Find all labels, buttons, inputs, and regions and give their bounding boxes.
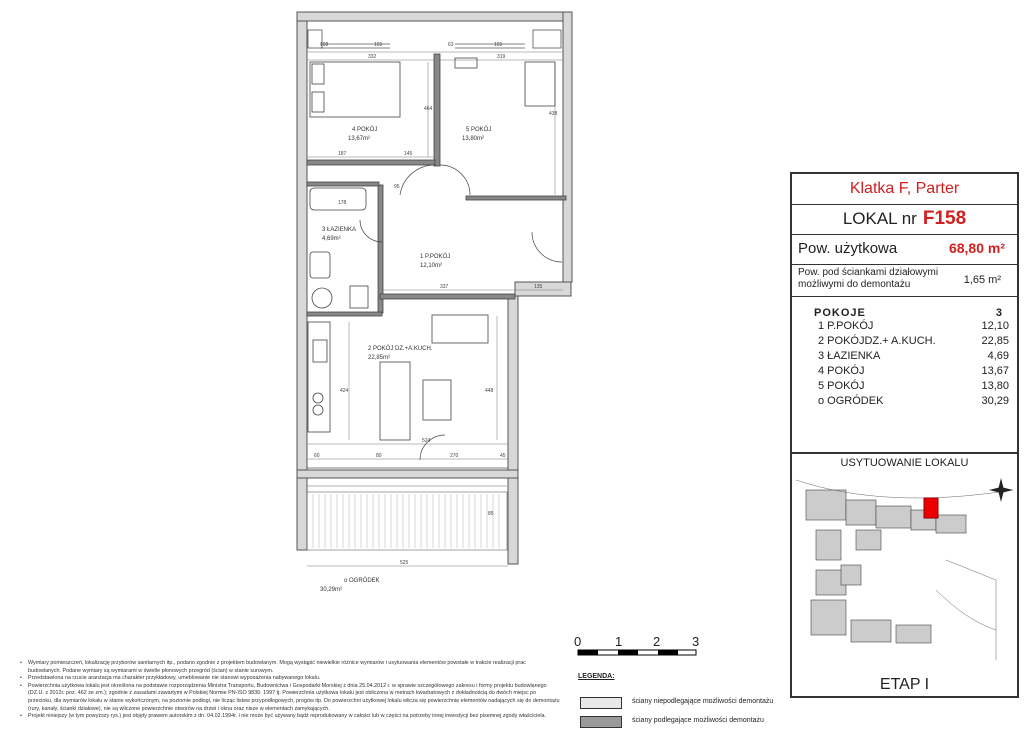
room-3-label: 3 ŁAZIENKA bbox=[322, 227, 357, 233]
room-area: 13,80 bbox=[981, 380, 1009, 392]
scale-tick-3: 3 bbox=[692, 634, 700, 649]
dim-label: 424 bbox=[340, 388, 349, 394]
partition-area-label: Pow. pod ściankami działowymi możliwymi do demontażu bbox=[798, 267, 939, 290]
room-3-area: 4,69m² bbox=[322, 236, 341, 242]
room-row bbox=[804, 334, 1009, 349]
scale-bar bbox=[578, 650, 696, 655]
garden-label: o OGRÓDEK bbox=[344, 578, 380, 584]
room-area: 22,85 bbox=[981, 335, 1009, 347]
terrace-hatch bbox=[313, 494, 499, 548]
footnotes bbox=[20, 660, 560, 721]
legend bbox=[578, 673, 615, 680]
lokal-prefix: LOKAL nr bbox=[842, 209, 917, 228]
room-2-label: 2 POKÓJ DZ.+A.KUCH. bbox=[368, 346, 433, 352]
room-5-label: 5 POKÓJ bbox=[466, 127, 492, 133]
doors bbox=[360, 165, 562, 460]
footnote: • Powierzchnia użytkowa lokalu jest określona na podstawie rozporządzenia Ministra Transportu, Budownictwa i Gospodarki Morskiej z dnia 25.04.2012 r. w sprawie szczegółowego zakresu i formy projektu budowlanego (DZ.U. z 2012r. poz. 462 ze zm.); zgodnie z zasadami zawartymi w Polskiej Normie PN-ISO 9836: 1997 tj. Powierzchnia użytkowa lokalu jest obliczona w metrach kwadratowych z dokładnością do dwóch miejsc po przecinku, dla wymiarów lokalu w stanie wykończonym, na poziomie podłogi, nie licząc listew przypodłogowych, progów itp. Do powierzchni użytkowej lokalu wlicza się powierzchnię elementów nadających się do demontażu (rury, kanały, ścianki działowe), nie są wliczone powierzchnie otworów na drzwi i okna oraz nisze w elementach zamykających. bbox=[20, 683, 560, 713]
etap-label: ETAP I bbox=[879, 676, 930, 693]
partition-area-value: 1,65 m² bbox=[963, 274, 1001, 286]
room-5-area: 13,80m² bbox=[462, 136, 485, 142]
room-area: 12,10 bbox=[981, 320, 1009, 332]
room-area: 13,67 bbox=[981, 365, 1009, 377]
site-map bbox=[796, 470, 1013, 670]
dim-label: 464 bbox=[424, 106, 433, 112]
dim-label: 108 bbox=[320, 42, 329, 48]
rooms-header bbox=[804, 307, 1009, 319]
legend-label: ściany podlegające możliwości demontażu bbox=[632, 717, 764, 724]
lokal-number: F158 bbox=[922, 208, 967, 229]
dim-label: 165 bbox=[494, 42, 503, 48]
legend-label: ściany niepodlegające możliwości demontażu bbox=[632, 698, 774, 705]
usable-area-row bbox=[792, 234, 1017, 265]
dim-label: 178 bbox=[338, 200, 347, 206]
info-panel bbox=[790, 172, 1019, 698]
room-row bbox=[804, 379, 1009, 394]
dim-label: 438 bbox=[549, 111, 558, 117]
room-name: 1 P.POKÓJ bbox=[818, 320, 874, 332]
legend-title: LEGENDA: bbox=[578, 673, 615, 680]
footnote: • Przedstawiona na rzucie aranżacja ma charakter przykładowy, umeblowanie nie stanowi wyposażenia nabywanego lokalu. bbox=[20, 675, 560, 683]
klatka-title: Klatka F, Parter bbox=[792, 174, 1017, 205]
legend-swatch-demolishable bbox=[580, 716, 622, 728]
room-row bbox=[804, 349, 1009, 364]
room-row bbox=[804, 364, 1009, 379]
rooms-header-count: 3 bbox=[995, 307, 1003, 319]
dim-label: 525 bbox=[400, 560, 409, 566]
lokal-number-row bbox=[792, 204, 1017, 235]
dim-label: 80 bbox=[376, 453, 382, 459]
room-4-label: 4 POKÓJ bbox=[352, 127, 378, 133]
garden-area: 30,29m² bbox=[320, 587, 343, 593]
partition-area-row bbox=[792, 264, 1017, 297]
footnote: • Projekt niniejszy (w tym powyższy rys.) jest objęty prawem autorskim z dn. 04.02.1994r. i nie może być używany bądź reprodukowany w całości lub w części na potrzeby innej inwestycji bez pisemnej zgody właściciela. bbox=[20, 713, 560, 721]
room-row bbox=[804, 319, 1009, 334]
room-1-area: 12,10m² bbox=[420, 263, 443, 269]
dim-label: 45 bbox=[500, 453, 506, 459]
location-section bbox=[792, 452, 1017, 693]
dim-label: 524 bbox=[422, 438, 431, 444]
room-area: 30,29 bbox=[981, 395, 1009, 407]
room-list bbox=[804, 307, 1009, 409]
scale-tick-1: 1 bbox=[615, 634, 623, 649]
scale-tick-2: 2 bbox=[653, 634, 661, 649]
dim-label: 135 bbox=[534, 284, 543, 290]
dim-label: 337 bbox=[440, 284, 449, 290]
dim-label: 319 bbox=[497, 54, 506, 60]
room-4-area: 13,67m² bbox=[348, 136, 371, 142]
room-name: 3 ŁAZIENKA bbox=[818, 350, 881, 362]
dim-label: 63 bbox=[448, 42, 454, 48]
usable-area-label: Pow. użytkowa bbox=[798, 240, 898, 257]
room-row bbox=[804, 394, 1009, 409]
interior-walls bbox=[307, 54, 566, 316]
legend-swatch-nondemolishable bbox=[580, 697, 622, 709]
rooms-header-label: POKOJE bbox=[814, 307, 866, 319]
footnote: • Wymiary pomieszczeń, lokalizację przyborów sanitarnych itp., podano zgodnie z projektem budowlanym. Mogą wystąpić niewielkie różnice wymiarów i usytuowania elementów powstałe w trakcie realizacji prac budowlanych. Podane wymiary są wymiarami w świetle płonowych przegród (ścian) w stanie surowym. bbox=[20, 660, 560, 675]
dim-label: 187 bbox=[338, 151, 347, 157]
dim-label: 95 bbox=[394, 184, 400, 190]
room-name: 5 POKÓJ bbox=[818, 380, 865, 392]
dim-label: 85 bbox=[488, 511, 494, 517]
dim-label: 448 bbox=[485, 388, 494, 394]
dim-label: 332 bbox=[368, 54, 377, 60]
dim-label: 165 bbox=[374, 42, 383, 48]
room-name: 2 POKÓJDZ.+ A.KUCH. bbox=[818, 335, 936, 347]
dim-label: 60 bbox=[314, 453, 320, 459]
room-1-label: 1 P.POKÓJ bbox=[420, 254, 451, 260]
room-name: o OGRÓDEK bbox=[818, 395, 884, 407]
scale-tick-0: 0 bbox=[574, 634, 582, 649]
room-name: 4 POKÓJ bbox=[818, 365, 865, 377]
usable-area-value: 68,80 m² bbox=[948, 240, 1005, 256]
room-area: 4,69 bbox=[987, 350, 1009, 362]
dim-label: 145 bbox=[404, 151, 413, 157]
location-title: USYTUOWANIE LOKALU bbox=[840, 457, 969, 469]
apartment-location-marker bbox=[924, 498, 938, 518]
dim-label: 270 bbox=[450, 453, 459, 459]
compass-icon bbox=[989, 478, 1013, 502]
room-2-area: 22,85m² bbox=[368, 355, 391, 361]
